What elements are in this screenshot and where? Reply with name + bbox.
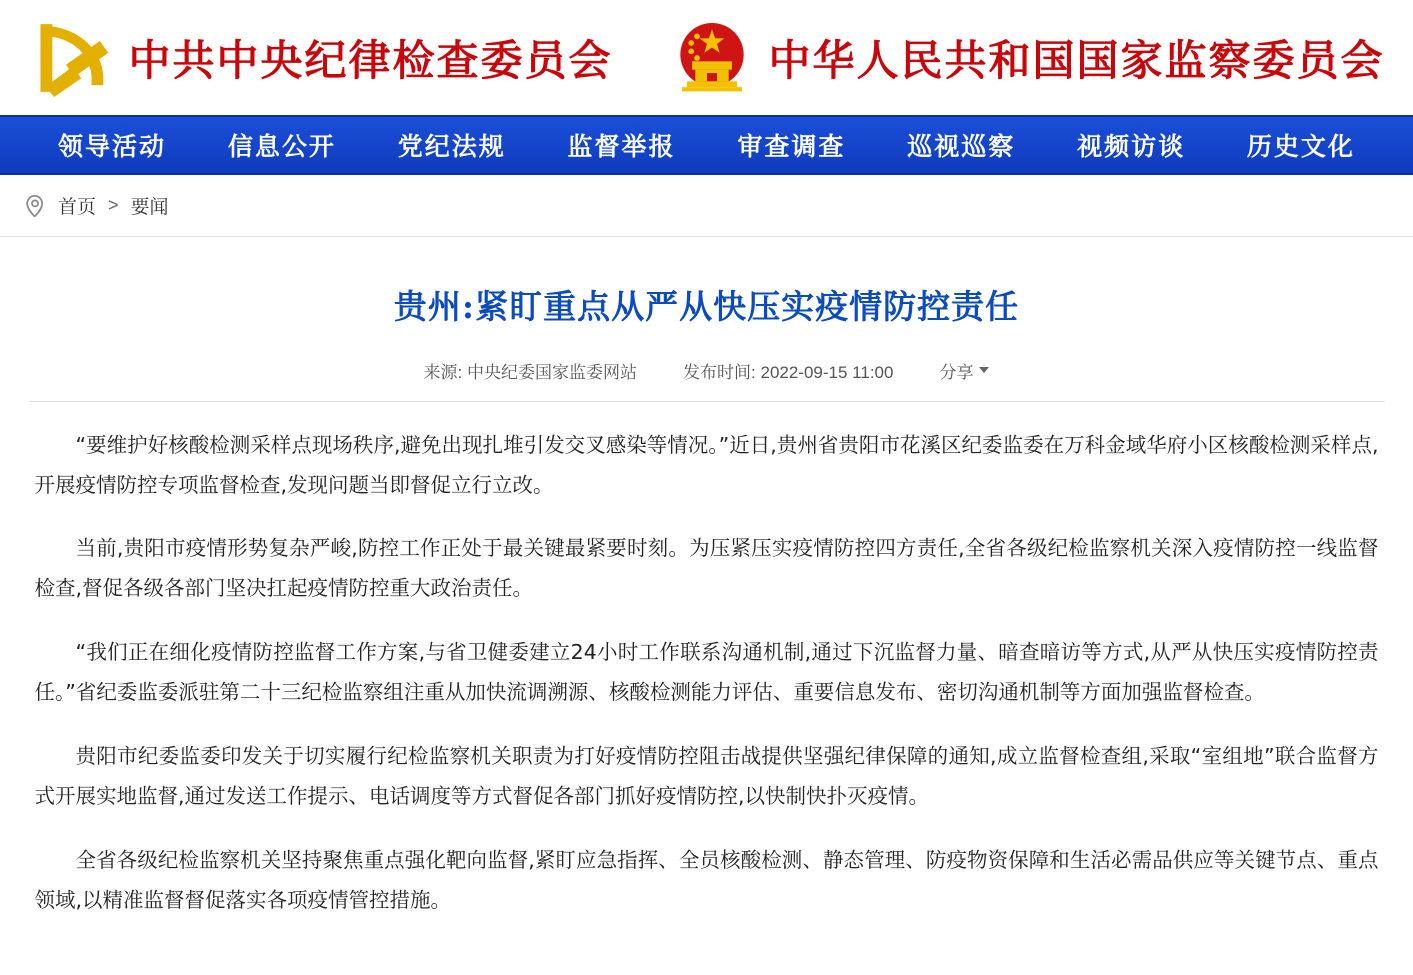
breadcrumb-separator: > — [108, 195, 119, 215]
article-source-label: 来源: — [423, 362, 463, 382]
hammer-sickle-emblem-icon — [28, 19, 114, 97]
nav-item-disclosure[interactable]: 信息公开 — [227, 132, 336, 161]
share-label: 分享 — [939, 362, 974, 382]
article-meta — [29, 358, 1385, 402]
article-paragraph: 当前,贵阳市疫情形势复杂严峻,防控工作正处于最关键最紧要时刻。为压紧压实疫情防控四方责任,全省各级纪检监察机关深入疫情防控一线监督检查,督促各级各部门坚决扛起疫情防控重大政治责任。 — [34, 536, 1379, 601]
article-time-value: 2022-09-15 11:00 — [760, 362, 894, 382]
article-source-value: 中央纪委国家监委网站 — [467, 362, 638, 382]
article-paragraph: 全省各级纪检监察机关坚持聚焦重点强化靶向监督,紧盯应急指挥、全员核酸检测、静态管理、防疫物资保障和生活必需品供应等关键节点、重点领域,以精准监督督促落实各项疫情管控措施。 — [34, 848, 1379, 913]
nav-item-regulations[interactable]: 党纪法规 — [397, 132, 506, 161]
nav-item-inspection[interactable]: 巡视巡察 — [907, 132, 1016, 161]
article-paragraph: “我们正在细化疫情防控监督工作方案,与省卫健委建立24小时工作联系沟通机制,通过下沉监督力量、暗查暗访等方式,从严从快压实疫情防控责任。”省纪委监委派驻第二十三纪检监察组注重从加快流调溯源、核酸检测能力评估、重要信息发布、密切沟通机制等方面加强监督检查。 — [34, 640, 1379, 705]
article-time-label: 发布时间: — [683, 362, 756, 382]
breadcrumb — [0, 175, 1413, 237]
breadcrumb-home[interactable]: 首页 — [58, 197, 97, 218]
article-publish-time — [683, 358, 893, 383]
article-paragraph: 贵阳市纪委监委印发关于切实履行纪检监察机关职责为打好疫情防控阻击战提供坚强纪律保障的通知,成立监督检查组,采取“室组地”联合监督方式开展实地监督,通过发送工作提示、电话调度等方式督促各部门抓好疫情防控,以快制快扑灭疫情。 — [34, 744, 1379, 809]
brand-nsc-title: 中华人民共和国国家监察委员会 — [768, 35, 1385, 85]
main-navigation — [0, 115, 1413, 175]
nav-item-reporting[interactable]: 监督举报 — [567, 132, 676, 161]
nav-item-history-culture[interactable]: 历史文化 — [1246, 132, 1355, 161]
article-body — [29, 410, 1385, 966]
article-paragraph: “要维护好核酸检测采样点现场秩序,避免出现扎堆引发交叉感染等情况。”近日,贵州省贵阳市花溪区纪委监委在万科金域华府小区核酸检测采样点,开展疫情防控专项监督检查,发现问题当即督促立行立改。 — [34, 432, 1379, 497]
nav-item-investigation[interactable]: 审查调查 — [737, 132, 846, 161]
brand-ccdi-title: 中共中央纪律检查委员会 — [128, 35, 613, 85]
article — [29, 237, 1385, 975]
share-button[interactable] — [939, 358, 989, 383]
site-masthead — [0, 0, 1413, 115]
nav-item-video-interview[interactable]: 视频访谈 — [1077, 132, 1186, 161]
brand-nsc[interactable] — [669, 18, 1385, 98]
breadcrumb-current[interactable]: 要闻 — [130, 197, 169, 218]
nav-item-leadership[interactable]: 领导活动 — [58, 132, 167, 161]
location-pin-icon — [22, 193, 48, 219]
article-source — [424, 358, 637, 383]
page-title: 贵州:紧盯重点从严从快压实疫情防控责任 — [393, 287, 1020, 326]
brand-ccdi[interactable] — [28, 19, 612, 97]
national-emblem-icon — [669, 18, 755, 98]
chevron-down-icon — [979, 367, 989, 373]
